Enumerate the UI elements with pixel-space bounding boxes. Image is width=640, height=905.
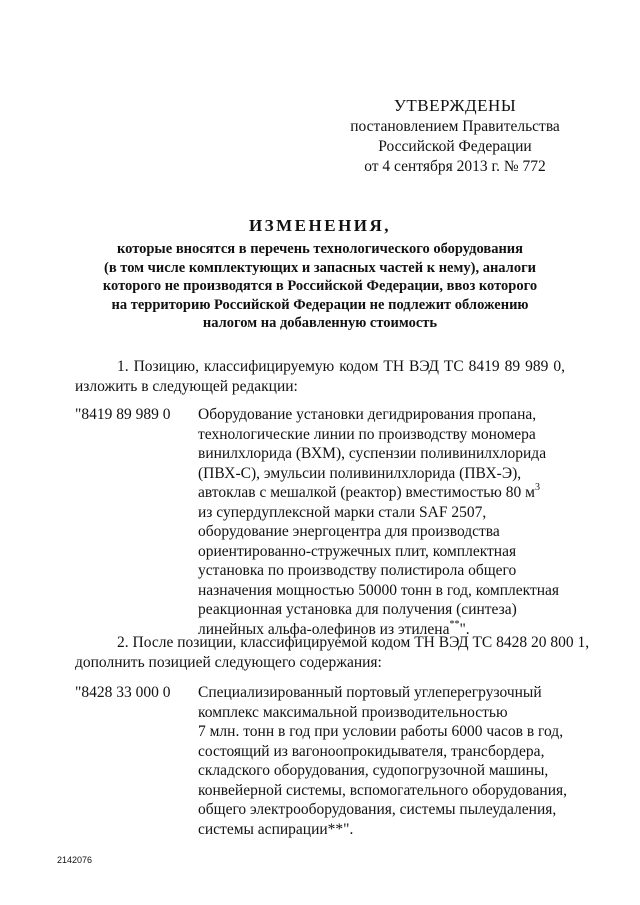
description-text: линейных альфа-олефинов из этилена <box>198 620 450 638</box>
item1-code: "8419 89 989 0 <box>75 406 171 423</box>
description-line: Оборудование установки дегидрирования пропана, <box>198 406 537 423</box>
document-number: 2142076 <box>57 855 93 865</box>
approval-line: постановлением Правительства <box>350 118 560 135</box>
item2-text-line: 2. После позиции, классифицируемой кодом ТН ВЭД ТС 8428 20 800 1, <box>117 634 590 651</box>
item2-code: "8428 33 000 0 <box>75 684 171 701</box>
description-line: ориентированно-стружечных плит, комплектная <box>198 542 517 560</box>
description-line: 7 млн. тонн в год при условии работы 6000 часов в год, <box>198 723 564 740</box>
item1-text-line: изложить в следующей редакции: <box>75 377 298 395</box>
item1-text-line: 1. Позицию, классифицируемую кодом ТН ВЭД ТС 8419 89 989 0, <box>117 358 565 375</box>
approval-date: от 4 сентября 2013 г. № 772 <box>364 158 546 175</box>
description-line: состоящий из вагоноопрокидывателя, трансбордера, <box>198 742 545 760</box>
description-line: общего электрооборудования, системы пылеудаления, <box>198 801 557 818</box>
approval-heading: УТВЕРЖДЕНЫ <box>393 96 517 115</box>
approval-line: Российской Федерации <box>378 138 532 155</box>
description-line: (ПВХ-С), эмульсии поливинилхлорида (ПВХ-Э), <box>198 464 522 482</box>
description-line: системы аспирации**". <box>198 820 354 838</box>
description-line: из супердуплексной марки стали SAF 2507, <box>198 503 487 521</box>
subtitle-line: которого не производятся в Российской Федерации, ввоз которого <box>102 278 538 295</box>
item1-paragraph <box>75 357 565 396</box>
description-text: автоклав с мешалкой (реактор) вместимостью 80 м <box>198 484 535 501</box>
description-line: назначения мощностью 50000 тонн в год, комплектная <box>198 581 560 599</box>
approval-block <box>340 96 570 177</box>
footnote-marks: ** <box>449 618 460 630</box>
item1-description <box>198 405 578 639</box>
document-subtitle <box>70 240 570 333</box>
document-title: ИЗМЕНЕНИЯ, <box>248 216 392 235</box>
subtitle-line: (в том числе комплектующих и запасных частей к нему), аналоги <box>103 259 537 276</box>
description-line: комплекс максимальной производительностью <box>198 703 508 721</box>
description-line: реакционная установка для получения (синтеза) <box>198 601 517 618</box>
subtitle-line: на территорию Российской Федерации не подлежит обложению <box>111 296 529 313</box>
description-line: оборудование энергоцентра для производства <box>198 523 500 540</box>
closing-quote: ". <box>459 620 470 638</box>
description-line: Специализированный портовый углеперегрузочный <box>198 684 542 701</box>
description-line: технологические линии по производству мономера <box>198 425 536 443</box>
description-line <box>198 483 578 503</box>
item2-description <box>198 683 578 839</box>
description-line: конвейерной системы, вспомогательного оборудования, <box>198 781 567 799</box>
subtitle-line: налогом на добавленную стоимость <box>202 315 438 332</box>
item2-paragraph <box>75 633 590 672</box>
description-line: складского оборудования, судопогрузочной машины, <box>198 762 549 779</box>
superscript-3: 3 <box>534 482 540 493</box>
item2-text-line: дополнить позицией следующего содержания: <box>75 653 382 671</box>
description-line: установка по производству полистирола общего <box>198 562 517 579</box>
subtitle-line: которые вносятся в перечень технологического оборудования <box>116 241 524 257</box>
description-line: винилхлорида (ВХМ), суспензии поливинилхлорида <box>198 445 547 462</box>
